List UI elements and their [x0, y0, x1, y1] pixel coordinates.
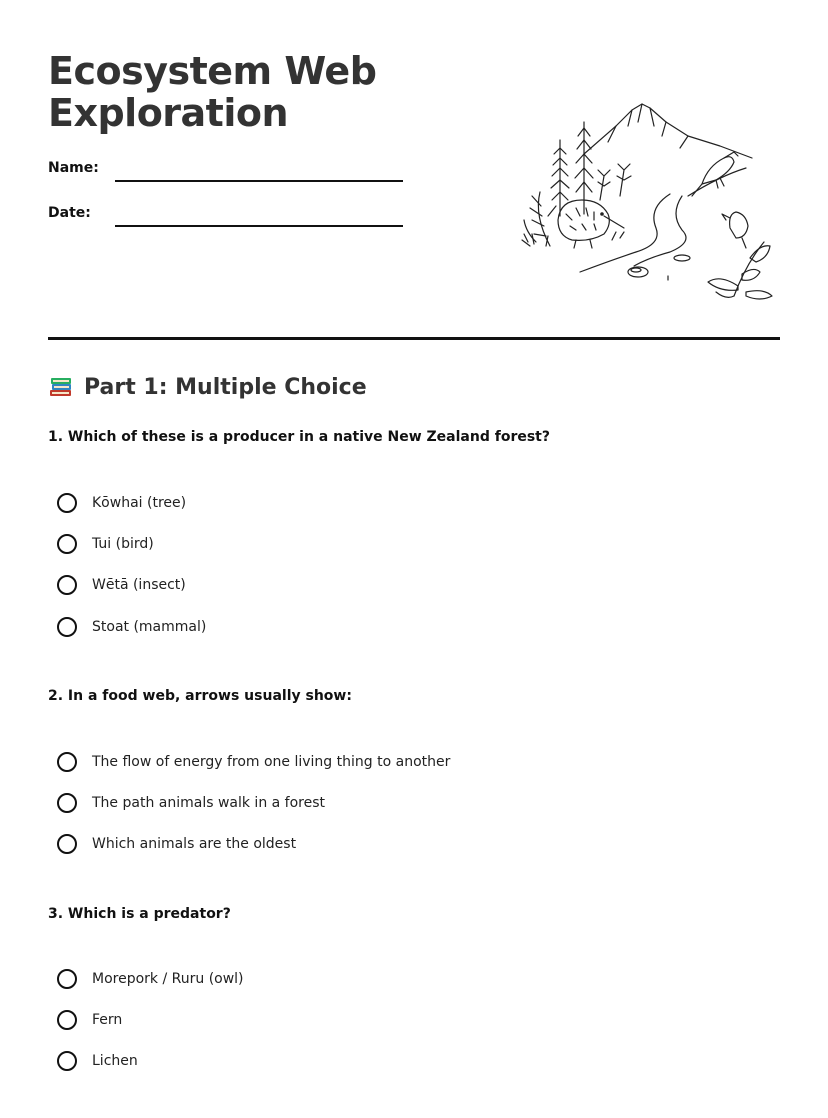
title-line-1: Ecosystem Web	[48, 49, 377, 93]
section-heading	[48, 374, 367, 400]
option-q2-b[interactable]	[57, 790, 325, 816]
radio-button[interactable]	[57, 1010, 77, 1030]
option-label: Fern	[92, 1012, 123, 1028]
date-label: Date:	[48, 205, 91, 221]
radio-button[interactable]	[57, 752, 77, 772]
option-label: Wētā (insect)	[92, 577, 186, 593]
section-title: Part 1: Multiple Choice	[84, 374, 367, 400]
option-label: Morepork / Ruru (owl)	[92, 971, 244, 987]
option-q1-a[interactable]	[57, 490, 186, 516]
option-label: Which animals are the oldest	[92, 836, 297, 852]
option-q3-b[interactable]	[57, 1007, 122, 1033]
worksheet-title	[48, 50, 468, 134]
option-q2-a[interactable]	[57, 749, 450, 775]
radio-button[interactable]	[57, 493, 77, 513]
radio-button[interactable]	[57, 969, 77, 989]
radio-button[interactable]	[57, 834, 77, 854]
option-label: Tui (bird)	[92, 536, 154, 552]
header-divider	[48, 337, 780, 340]
name-label: Name:	[48, 160, 99, 176]
forest-illustration	[520, 96, 776, 308]
option-q1-d[interactable]	[57, 614, 206, 640]
option-label: Lichen	[92, 1053, 138, 1069]
option-q1-b[interactable]	[57, 531, 154, 557]
radio-button[interactable]	[57, 534, 77, 554]
option-label: The path animals walk in a forest	[92, 795, 326, 811]
option-q3-a[interactable]	[57, 966, 244, 992]
question-2: 2. In a food web, arrows usually show:	[48, 688, 352, 704]
radio-button[interactable]	[57, 793, 77, 813]
date-write-line[interactable]	[115, 225, 403, 227]
option-q2-c[interactable]	[57, 831, 296, 857]
title-line-2: Exploration	[48, 91, 289, 135]
option-q1-c[interactable]	[57, 572, 186, 598]
name-field[interactable]	[48, 160, 408, 190]
radio-button[interactable]	[57, 1051, 77, 1071]
question-1: 1. Which of these is a producer in a native New Zealand forest?	[48, 429, 550, 445]
option-label: Kōwhai (tree)	[92, 495, 187, 511]
option-q3-c[interactable]	[57, 1048, 138, 1074]
date-field[interactable]	[48, 205, 408, 235]
option-label: Stoat (mammal)	[92, 619, 207, 635]
question-3: 3. Which is a predator?	[48, 906, 231, 922]
radio-button[interactable]	[57, 617, 77, 637]
books-icon	[48, 373, 74, 399]
radio-button[interactable]	[57, 575, 77, 595]
option-label: The flow of energy from one living thing to another	[92, 754, 451, 770]
name-write-line[interactable]	[115, 180, 403, 182]
